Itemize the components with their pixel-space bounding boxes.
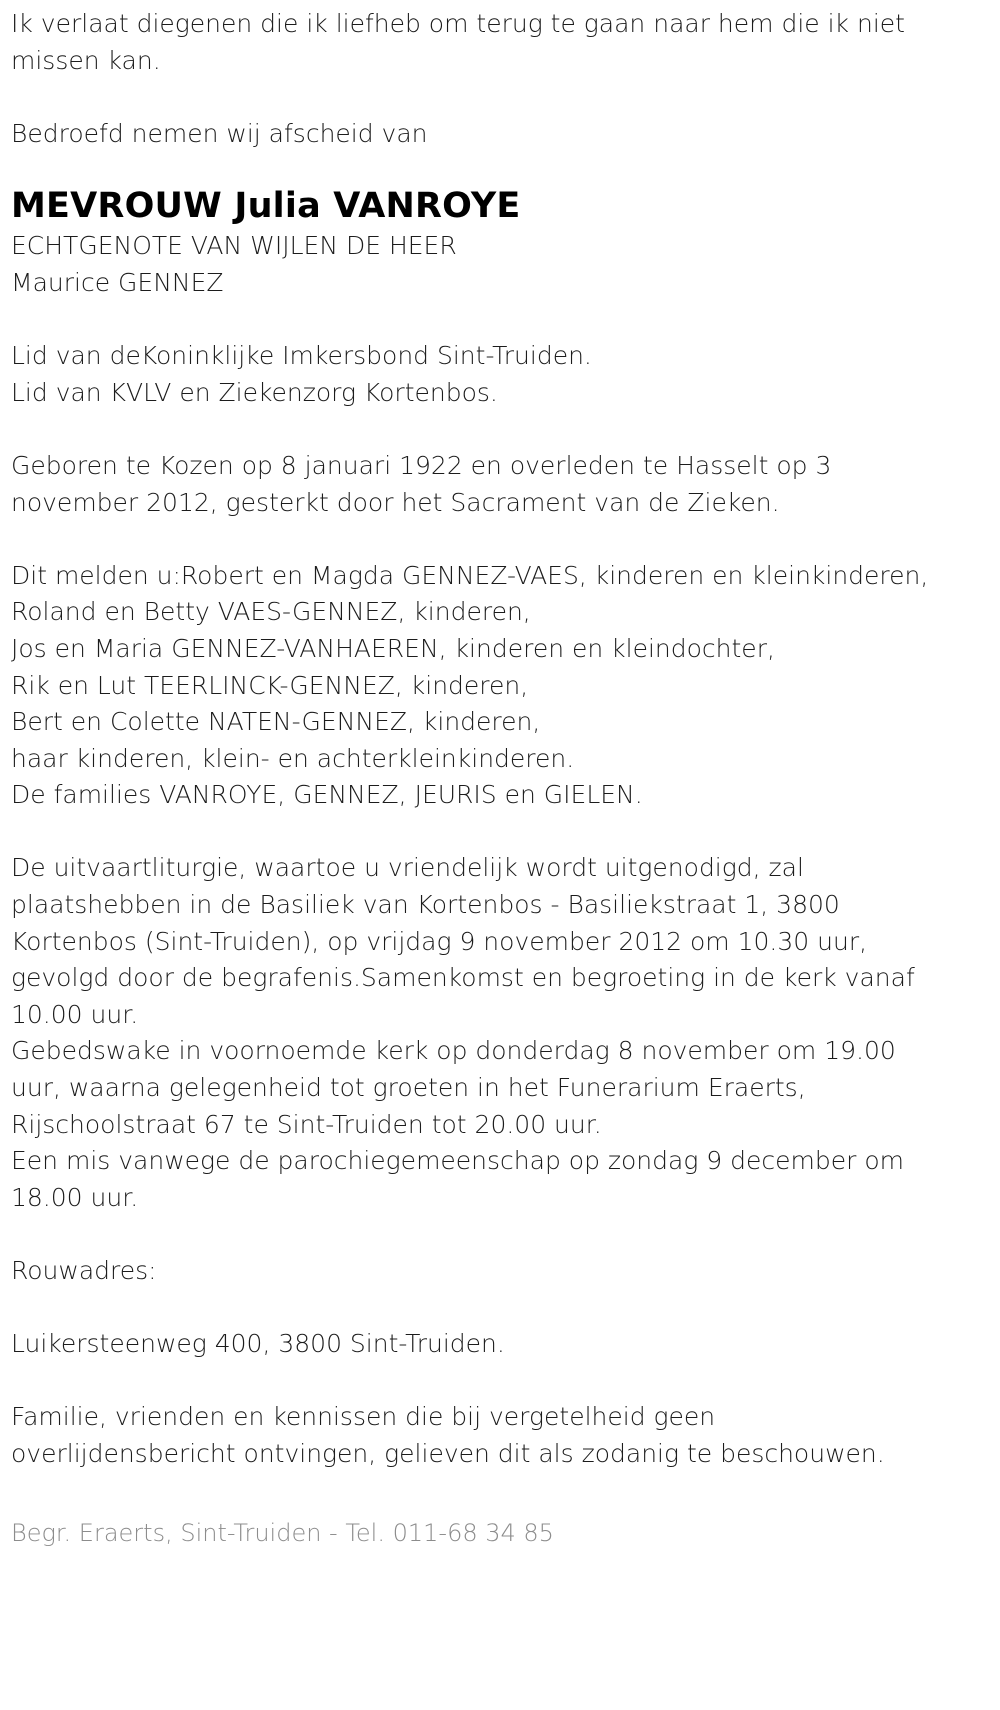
birth-death-line: Geboren te Kozen op 8 januari 1922 en overleden te Hasselt op 3 — [11, 450, 832, 480]
farewell-text: Bedroefd nemen wij afscheid van — [11, 118, 428, 148]
memberships — [11, 338, 991, 411]
mourning-address: Luikersteenweg 400, 3800 Sint-Truiden. — [11, 1329, 505, 1359]
ceremony-line: plaatshebben in de Basiliek van Kortenbos - Basiliekstraat 1, 3800 — [11, 890, 840, 920]
intro-line: missen kan. — [11, 45, 161, 75]
ceremony-info — [11, 850, 991, 1216]
birth-death-info — [11, 448, 991, 521]
ceremony-line: 18.00 uur. — [11, 1182, 139, 1212]
notice-line: Familie, vrienden en kennissen die bij vergetelheid geen — [11, 1402, 716, 1432]
membership-line: Lid van deKoninklijke Imkersbond Sint-Truiden. — [11, 341, 592, 371]
family-line: Rik en Lut TEERLINCK-GENNEZ, kinderen, — [11, 670, 529, 700]
ceremony-line: Kortenbos (Sint-Truiden), op vrijdag 9 november 2012 om 10.30 uur, — [11, 926, 868, 956]
obituary-document — [11, 6, 991, 1552]
ceremony-line: gevolgd door de begrafenis.Samenkomst en begroeting in de kerk vanaf — [11, 963, 915, 993]
family-line: De families VANROYE, GENNEZ, JEURIS en GIELEN. — [11, 780, 643, 810]
ceremony-line: Gebedswake in voornoemde kerk op donderdag 8 november om 19.00 — [11, 1036, 896, 1066]
funeral-home-footer: Begr. Eraerts, Sint-Truiden - Tel. 011-68 34 85 — [11, 1519, 554, 1548]
notice — [11, 1399, 991, 1472]
intro-quote — [11, 6, 991, 79]
family-line: Dit melden u:Robert en Magda GENNEZ-VAES, kinderen en kleinkinderen, — [11, 560, 929, 590]
notice-line: overlijdensbericht ontvingen, gelieven dit als zodanig te beschouwen. — [11, 1438, 885, 1468]
ceremony-line: 10.00 uur. — [11, 999, 139, 1029]
deceased-name: MEVROUW Julia VANROYE — [11, 186, 521, 227]
ceremony-line: uur, waarna gelegenheid tot groeten in het Funerarium Eraerts, — [11, 1073, 806, 1103]
family-list — [11, 558, 991, 814]
spouse-line: Maurice GENNEZ — [11, 267, 224, 297]
ceremony-line: De uitvaartliturgie, waartoe u vriendelijk wordt uitgenodigd, zal — [11, 853, 804, 883]
family-line: Roland en Betty VAES-GENNEZ, kinderen, — [11, 597, 531, 627]
membership-line: Lid van KVLV en Ziekenzorg Kortenbos. — [11, 377, 498, 407]
address-label: Rouwadres: — [11, 1256, 157, 1285]
ceremony-line: Een mis vanwege de parochiegemeenschap op zondag 9 december om — [11, 1146, 904, 1176]
ceremony-line: Rijschoolstraat 67 te Sint-Truiden tot 20.00 uur. — [11, 1109, 602, 1139]
birth-death-line: november 2012, gesterkt door het Sacrament van de Zieken. — [11, 487, 780, 517]
intro-line: Ik verlaat diegenen die ik liefheb om terug te gaan naar hem die ik niet — [11, 9, 905, 38]
family-line: Jos en Maria GENNEZ-VANHAEREN, kinderen en kleindochter, — [11, 633, 775, 663]
spouse-line: ECHTGENOTE VAN WIJLEN DE HEER — [11, 231, 457, 261]
spouse-info — [11, 228, 991, 301]
family-line: Bert en Colette NATEN-GENNEZ, kinderen, — [11, 707, 541, 737]
family-line: haar kinderen, klein- en achterkleinkinderen. — [11, 743, 575, 773]
